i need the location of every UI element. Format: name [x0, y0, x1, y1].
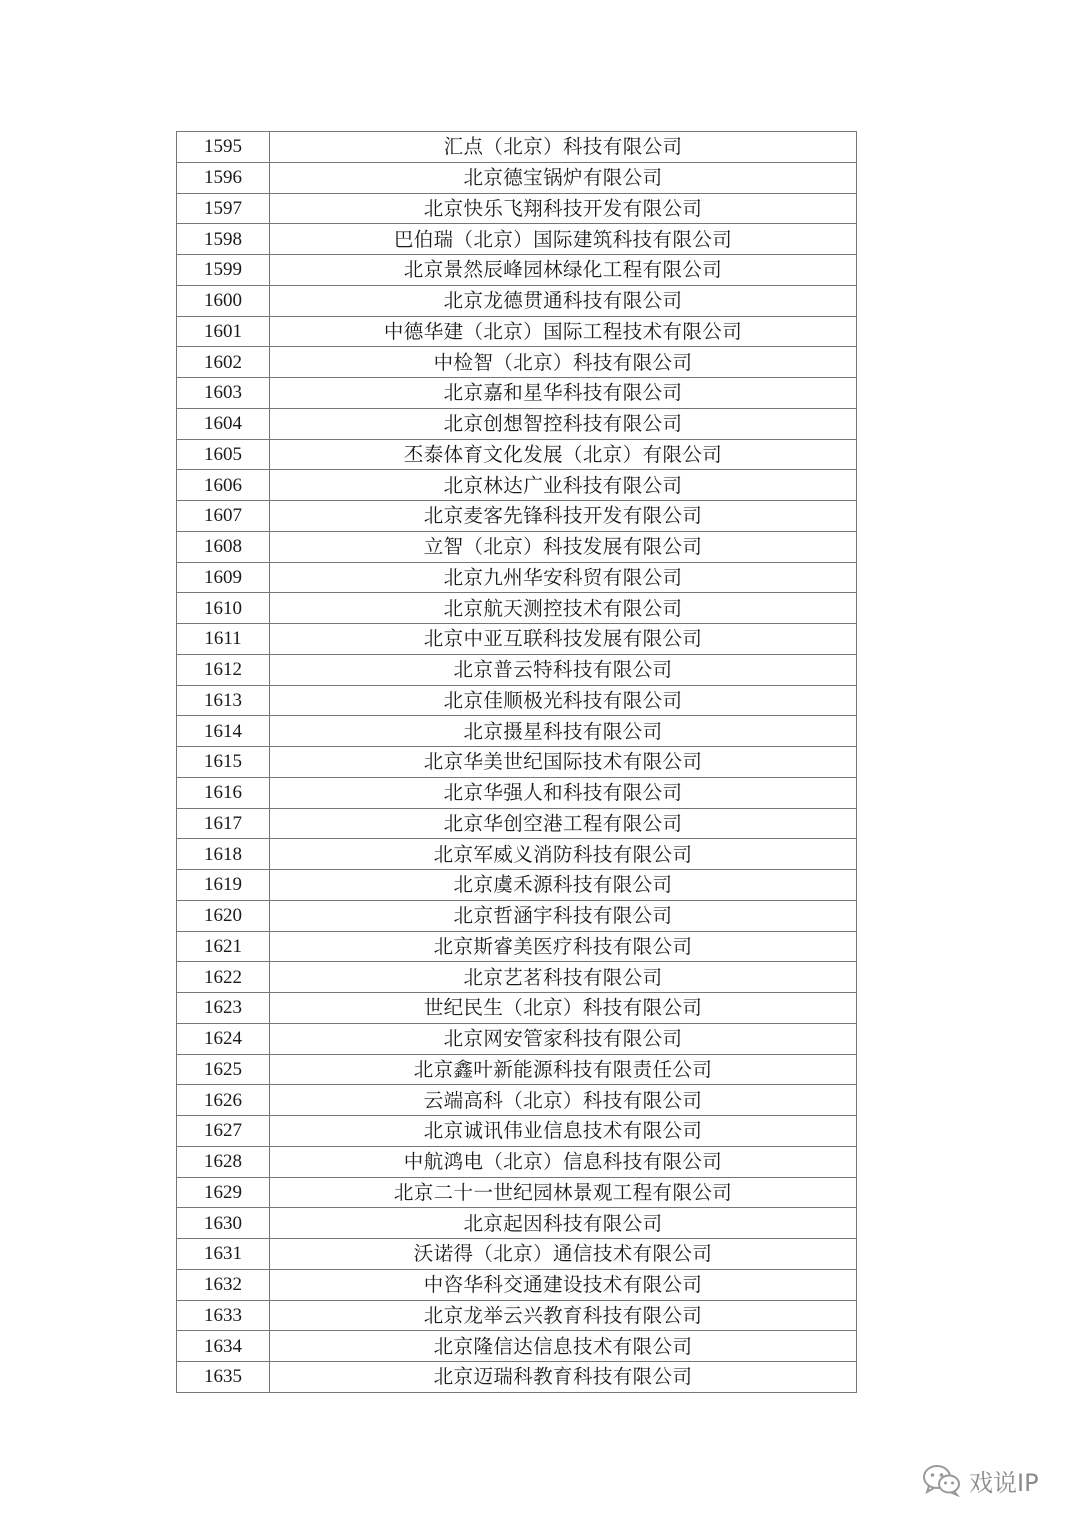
- company-name-cell: 巴伯瑞（北京）国际建筑科技有限公司: [270, 224, 857, 255]
- row-number-cell: 1629: [177, 1177, 270, 1208]
- row-number-cell: 1621: [177, 931, 270, 962]
- table-row: [177, 993, 857, 1024]
- company-name-cell: 北京龙德贯通科技有限公司: [270, 285, 857, 316]
- company-name-cell: 北京二十一世纪园林景观工程有限公司: [270, 1177, 857, 1208]
- company-name-cell: 中咨华科交通建设技术有限公司: [270, 1269, 857, 1300]
- table-row: [177, 900, 857, 931]
- table-row: [177, 255, 857, 286]
- company-name-cell: 中航鸿电（北京）信息科技有限公司: [270, 1146, 857, 1177]
- watermark: [922, 1458, 1039, 1502]
- row-number-cell: 1598: [177, 224, 270, 255]
- company-name-cell: 北京景然辰峰园林绿化工程有限公司: [270, 255, 857, 286]
- company-name-cell: 北京嘉和星华科技有限公司: [270, 378, 857, 409]
- row-number-cell: 1623: [177, 993, 270, 1024]
- row-number-cell: 1599: [177, 255, 270, 286]
- company-name-cell: 北京军威义消防科技有限公司: [270, 839, 857, 870]
- row-number-cell: 1617: [177, 808, 270, 839]
- company-name-cell: 中德华建（北京）国际工程技术有限公司: [270, 316, 857, 347]
- table-row: [177, 439, 857, 470]
- table-row: [177, 1239, 857, 1270]
- company-name-cell: 立智（北京）科技发展有限公司: [270, 531, 857, 562]
- company-name-cell: 北京网安管家科技有限公司: [270, 1023, 857, 1054]
- table-row: [177, 470, 857, 501]
- row-number-cell: 1605: [177, 439, 270, 470]
- table-body: [177, 132, 857, 1393]
- company-name-cell: 北京艺茗科技有限公司: [270, 962, 857, 993]
- company-list-table: [176, 131, 857, 1393]
- table-row: [177, 162, 857, 193]
- row-number-cell: 1635: [177, 1362, 270, 1393]
- table-row: [177, 562, 857, 593]
- row-number-cell: 1634: [177, 1331, 270, 1362]
- company-name-cell: 北京九州华安科贸有限公司: [270, 562, 857, 593]
- row-number-cell: 1612: [177, 654, 270, 685]
- row-number-cell: 1611: [177, 624, 270, 655]
- row-number-cell: 1596: [177, 162, 270, 193]
- row-number-cell: 1624: [177, 1023, 270, 1054]
- row-number-cell: 1614: [177, 716, 270, 747]
- table-row: [177, 378, 857, 409]
- watermark-text: 戏说IP: [969, 1468, 1039, 1497]
- row-number-cell: 1627: [177, 1116, 270, 1147]
- company-name-cell: 北京华创空港工程有限公司: [270, 808, 857, 839]
- row-number-cell: 1604: [177, 408, 270, 439]
- row-number-cell: 1602: [177, 347, 270, 378]
- table-row: [177, 316, 857, 347]
- company-name-cell: 丕泰体育文化发展（北京）有限公司: [270, 439, 857, 470]
- table-row: [177, 285, 857, 316]
- table-row: [177, 347, 857, 378]
- company-name-cell: 北京起因科技有限公司: [270, 1208, 857, 1239]
- company-name-cell: 北京隆信达信息技术有限公司: [270, 1331, 857, 1362]
- table-row: [177, 1146, 857, 1177]
- company-name-cell: 北京鑫叶新能源科技有限责任公司: [270, 1054, 857, 1085]
- table-row: [177, 193, 857, 224]
- table-row: [177, 1023, 857, 1054]
- company-name-cell: 云端高科（北京）科技有限公司: [270, 1085, 857, 1116]
- company-name-cell: 北京快乐飞翔科技开发有限公司: [270, 193, 857, 224]
- table-row: [177, 839, 857, 870]
- row-number-cell: 1606: [177, 470, 270, 501]
- table-row: [177, 808, 857, 839]
- table-row: [177, 1177, 857, 1208]
- row-number-cell: 1613: [177, 685, 270, 716]
- company-name-cell: 北京龙举云兴教育科技有限公司: [270, 1300, 857, 1331]
- row-number-cell: 1619: [177, 870, 270, 901]
- company-name-cell: 沃诺得（北京）通信技术有限公司: [270, 1239, 857, 1270]
- company-name-cell: 北京华强人和科技有限公司: [270, 777, 857, 808]
- row-number-cell: 1626: [177, 1085, 270, 1116]
- company-name-cell: 北京普云特科技有限公司: [270, 654, 857, 685]
- row-number-cell: 1616: [177, 777, 270, 808]
- row-number-cell: 1609: [177, 562, 270, 593]
- table-row: [177, 1116, 857, 1147]
- company-name-cell: 北京斯睿美医疗科技有限公司: [270, 931, 857, 962]
- table-row: [177, 1054, 857, 1085]
- company-name-cell: 北京哲涵宇科技有限公司: [270, 900, 857, 931]
- row-number-cell: 1628: [177, 1146, 270, 1177]
- row-number-cell: 1608: [177, 531, 270, 562]
- company-name-cell: 北京航天测控技术有限公司: [270, 593, 857, 624]
- company-name-cell: 北京创想智控科技有限公司: [270, 408, 857, 439]
- row-number-cell: 1603: [177, 378, 270, 409]
- row-number-cell: 1632: [177, 1269, 270, 1300]
- company-name-cell: 中检智（北京）科技有限公司: [270, 347, 857, 378]
- company-name-cell: 汇点（北京）科技有限公司: [270, 132, 857, 163]
- row-number-cell: 1597: [177, 193, 270, 224]
- table-row: [177, 1300, 857, 1331]
- row-number-cell: 1625: [177, 1054, 270, 1085]
- table-row: [177, 1331, 857, 1362]
- table-row: [177, 408, 857, 439]
- table-row: [177, 685, 857, 716]
- table-row: [177, 962, 857, 993]
- row-number-cell: 1615: [177, 747, 270, 778]
- row-number-cell: 1622: [177, 962, 270, 993]
- table-row: [177, 654, 857, 685]
- company-name-cell: 北京华美世纪国际技术有限公司: [270, 747, 857, 778]
- table-row: [177, 870, 857, 901]
- row-number-cell: 1620: [177, 900, 270, 931]
- company-name-cell: 北京佳顺极光科技有限公司: [270, 685, 857, 716]
- table-row: [177, 224, 857, 255]
- table-row: [177, 593, 857, 624]
- row-number-cell: 1607: [177, 501, 270, 532]
- row-number-cell: 1631: [177, 1239, 270, 1270]
- company-name-cell: 北京摄星科技有限公司: [270, 716, 857, 747]
- row-number-cell: 1618: [177, 839, 270, 870]
- row-number-cell: 1601: [177, 316, 270, 347]
- table-row: [177, 747, 857, 778]
- company-name-cell: 世纪民生（北京）科技有限公司: [270, 993, 857, 1024]
- company-name-cell: 北京诚讯伟业信息技术有限公司: [270, 1116, 857, 1147]
- table-row: [177, 1362, 857, 1393]
- row-number-cell: 1595: [177, 132, 270, 163]
- company-name-cell: 北京虞禾源科技有限公司: [270, 870, 857, 901]
- table-row: [177, 624, 857, 655]
- table-row: [177, 716, 857, 747]
- row-number-cell: 1610: [177, 593, 270, 624]
- company-name-cell: 北京林达广业科技有限公司: [270, 470, 857, 501]
- row-number-cell: 1600: [177, 285, 270, 316]
- table-row: [177, 1085, 857, 1116]
- table-row: [177, 531, 857, 562]
- table-row: [177, 501, 857, 532]
- company-name-cell: 北京麦客先锋科技开发有限公司: [270, 501, 857, 532]
- company-name-cell: 北京德宝锅炉有限公司: [270, 162, 857, 193]
- table-row: [177, 1208, 857, 1239]
- row-number-cell: 1633: [177, 1300, 270, 1331]
- company-name-cell: 北京迈瑞科教育科技有限公司: [270, 1362, 857, 1393]
- table-row: [177, 1269, 857, 1300]
- wechat-icon: [922, 1463, 962, 1497]
- company-name-cell: 北京中亚互联科技发展有限公司: [270, 624, 857, 655]
- row-number-cell: 1630: [177, 1208, 270, 1239]
- table-row: [177, 931, 857, 962]
- table-row: [177, 777, 857, 808]
- table-row: [177, 132, 857, 163]
